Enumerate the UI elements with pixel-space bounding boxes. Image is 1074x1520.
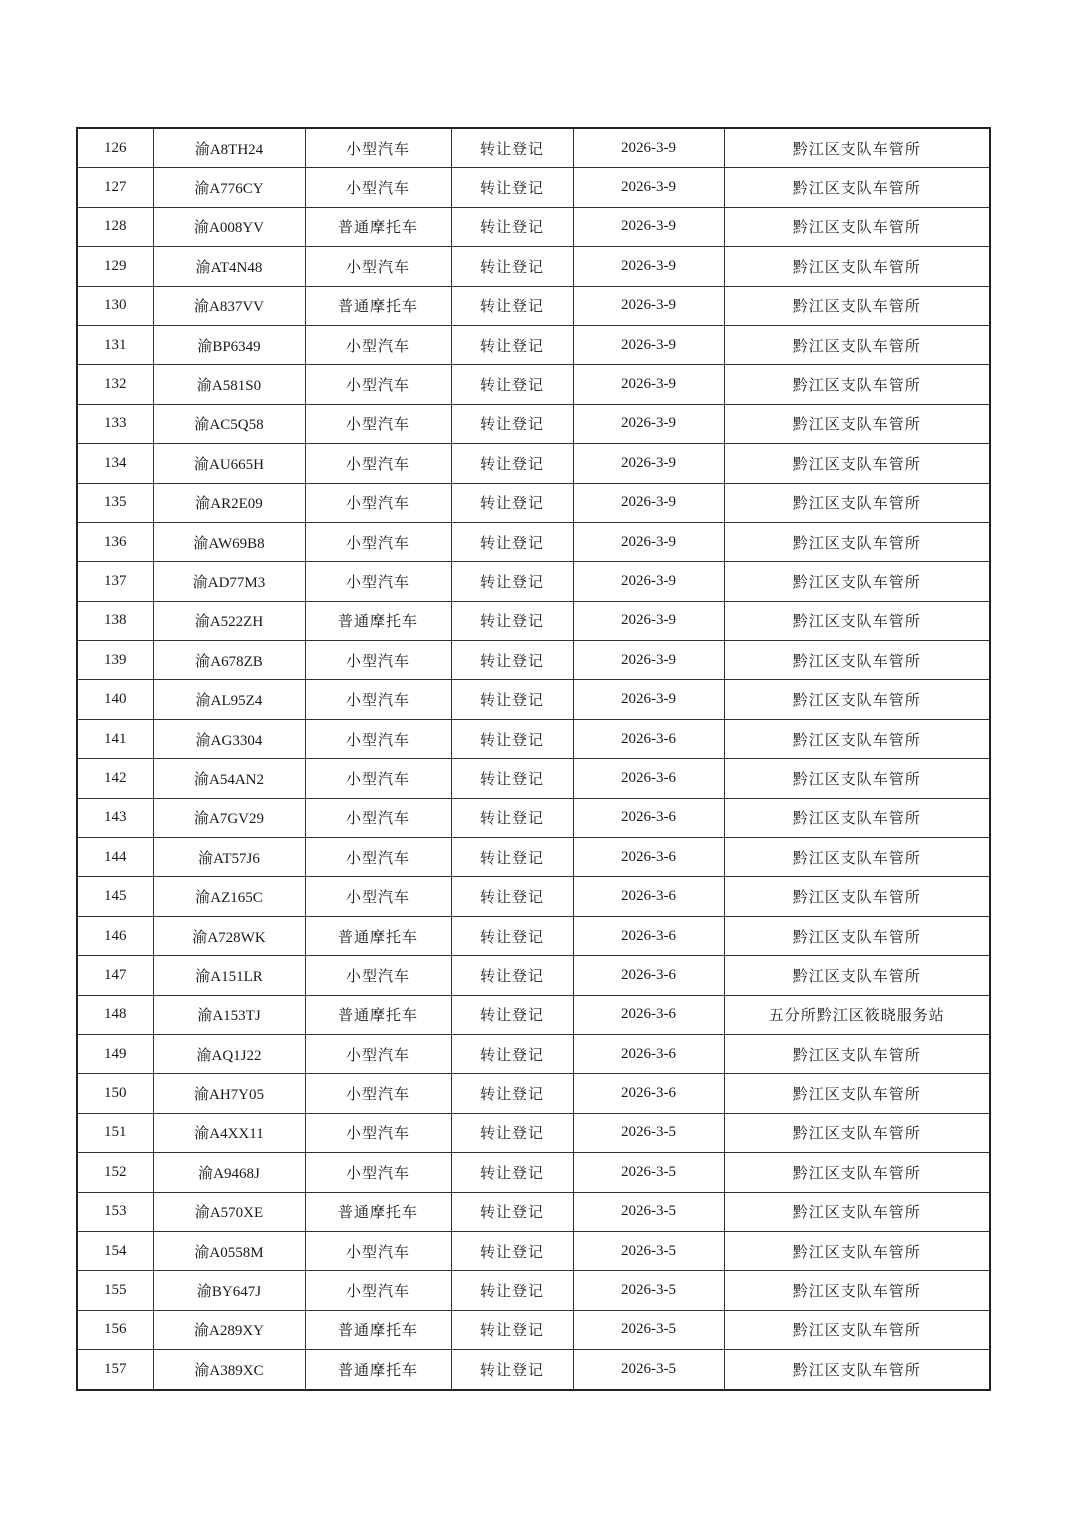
business-type-cell: 转让登记	[451, 680, 573, 719]
business-type-cell: 转让登记	[451, 1074, 573, 1113]
vehicle-type-cell: 小型汽车	[305, 128, 451, 168]
table-row	[77, 601, 990, 640]
row-number-cell: 139	[77, 641, 153, 680]
office-cell: 黔江区支队车管所	[724, 207, 990, 246]
business-type-cell: 转让登记	[451, 1192, 573, 1231]
business-type-cell: 转让登记	[451, 995, 573, 1034]
business-type-cell: 转让登记	[451, 444, 573, 483]
table-row	[77, 286, 990, 325]
plate-number-cell: 渝A389XC	[153, 1350, 305, 1390]
table-row	[77, 247, 990, 286]
row-number-cell: 151	[77, 1113, 153, 1152]
office-cell: 黔江区支队车管所	[724, 562, 990, 601]
office-cell: 黔江区支队车管所	[724, 1310, 990, 1349]
business-type-cell: 转让登记	[451, 838, 573, 877]
date-cell: 2026-3-6	[573, 956, 724, 995]
vehicle-type-cell: 普通摩托车	[305, 1350, 451, 1390]
office-cell: 黔江区支队车管所	[724, 1113, 990, 1152]
office-cell: 黔江区支队车管所	[724, 798, 990, 837]
plate-number-cell: 渝A8TH24	[153, 128, 305, 168]
table-row	[77, 168, 990, 207]
plate-number-cell: 渝A289XY	[153, 1310, 305, 1349]
date-cell: 2026-3-6	[573, 798, 724, 837]
plate-number-cell: 渝A54AN2	[153, 759, 305, 798]
date-cell: 2026-3-5	[573, 1113, 724, 1152]
office-cell: 黔江区支队车管所	[724, 444, 990, 483]
table-row	[77, 916, 990, 955]
row-number-cell: 129	[77, 247, 153, 286]
date-cell: 2026-3-9	[573, 286, 724, 325]
table-row	[77, 483, 990, 522]
office-cell: 黔江区支队车管所	[724, 247, 990, 286]
table-row	[77, 1350, 990, 1390]
table-row	[77, 522, 990, 561]
plate-number-cell: 渝AL95Z4	[153, 680, 305, 719]
table-body	[77, 128, 990, 1390]
office-cell: 黔江区支队车管所	[724, 759, 990, 798]
vehicle-type-cell: 小型汽车	[305, 444, 451, 483]
plate-number-cell: 渝A008YV	[153, 207, 305, 246]
table-row	[77, 877, 990, 916]
business-type-cell: 转让登记	[451, 404, 573, 443]
row-number-cell: 135	[77, 483, 153, 522]
office-cell: 黔江区支队车管所	[724, 286, 990, 325]
office-cell: 黔江区支队车管所	[724, 128, 990, 168]
business-type-cell: 转让登记	[451, 1153, 573, 1192]
vehicle-type-cell: 小型汽车	[305, 1153, 451, 1192]
vehicle-type-cell: 普通摩托车	[305, 1192, 451, 1231]
vehicle-type-cell: 小型汽车	[305, 1074, 451, 1113]
vehicle-type-cell: 普通摩托车	[305, 286, 451, 325]
table-row	[77, 1231, 990, 1270]
table-row	[77, 759, 990, 798]
vehicle-type-cell: 小型汽车	[305, 838, 451, 877]
vehicle-type-cell: 小型汽车	[305, 1113, 451, 1152]
plate-number-cell: 渝AU665H	[153, 444, 305, 483]
business-type-cell: 转让登记	[451, 207, 573, 246]
date-cell: 2026-3-9	[573, 247, 724, 286]
business-type-cell: 转让登记	[451, 1034, 573, 1073]
plate-number-cell: 渝A570XE	[153, 1192, 305, 1231]
date-cell: 2026-3-9	[573, 641, 724, 680]
office-cell: 黔江区支队车管所	[724, 719, 990, 758]
row-number-cell: 134	[77, 444, 153, 483]
table-row	[77, 1192, 990, 1231]
office-cell: 黔江区支队车管所	[724, 365, 990, 404]
plate-number-cell: 渝A776CY	[153, 168, 305, 207]
date-cell: 2026-3-9	[573, 562, 724, 601]
plate-number-cell: 渝A151LR	[153, 956, 305, 995]
vehicle-type-cell: 小型汽车	[305, 877, 451, 916]
table-row	[77, 562, 990, 601]
vehicle-type-cell: 普通摩托车	[305, 601, 451, 640]
vehicle-type-cell: 小型汽车	[305, 247, 451, 286]
vehicle-type-cell: 小型汽车	[305, 1271, 451, 1310]
date-cell: 2026-3-9	[573, 128, 724, 168]
office-cell: 五分所黔江区筱晓服务站	[724, 995, 990, 1034]
business-type-cell: 转让登记	[451, 1271, 573, 1310]
row-number-cell: 133	[77, 404, 153, 443]
date-cell: 2026-3-9	[573, 483, 724, 522]
date-cell: 2026-3-9	[573, 168, 724, 207]
plate-number-cell: 渝A153TJ	[153, 995, 305, 1034]
table-row	[77, 325, 990, 364]
table-row	[77, 128, 990, 168]
office-cell: 黔江区支队车管所	[724, 1153, 990, 1192]
row-number-cell: 146	[77, 916, 153, 955]
date-cell: 2026-3-5	[573, 1192, 724, 1231]
office-cell: 黔江区支队车管所	[724, 877, 990, 916]
plate-number-cell: 渝AG3304	[153, 719, 305, 758]
row-number-cell: 156	[77, 1310, 153, 1349]
date-cell: 2026-3-6	[573, 916, 724, 955]
plate-number-cell: 渝A9468J	[153, 1153, 305, 1192]
business-type-cell: 转让登记	[451, 1310, 573, 1349]
vehicle-type-cell: 普通摩托车	[305, 995, 451, 1034]
plate-number-cell: 渝A522ZH	[153, 601, 305, 640]
row-number-cell: 145	[77, 877, 153, 916]
vehicle-type-cell: 小型汽车	[305, 365, 451, 404]
plate-number-cell: 渝AT4N48	[153, 247, 305, 286]
vehicle-type-cell: 小型汽车	[305, 1231, 451, 1270]
office-cell: 黔江区支队车管所	[724, 1231, 990, 1270]
vehicle-type-cell: 普通摩托车	[305, 207, 451, 246]
date-cell: 2026-3-6	[573, 995, 724, 1034]
row-number-cell: 127	[77, 168, 153, 207]
business-type-cell: 转让登记	[451, 168, 573, 207]
table-row	[77, 404, 990, 443]
date-cell: 2026-3-9	[573, 601, 724, 640]
date-cell: 2026-3-9	[573, 680, 724, 719]
table-row	[77, 365, 990, 404]
business-type-cell: 转让登记	[451, 1350, 573, 1390]
vehicle-registration-table	[76, 127, 991, 1391]
row-number-cell: 148	[77, 995, 153, 1034]
business-type-cell: 转让登记	[451, 325, 573, 364]
office-cell: 黔江区支队车管所	[724, 1074, 990, 1113]
plate-number-cell: 渝BP6349	[153, 325, 305, 364]
business-type-cell: 转让登记	[451, 562, 573, 601]
business-type-cell: 转让登记	[451, 365, 573, 404]
plate-number-cell: 渝BY647J	[153, 1271, 305, 1310]
office-cell: 黔江区支队车管所	[724, 1192, 990, 1231]
vehicle-type-cell: 小型汽车	[305, 168, 451, 207]
row-number-cell: 152	[77, 1153, 153, 1192]
table-row	[77, 1034, 990, 1073]
vehicle-type-cell: 小型汽车	[305, 404, 451, 443]
date-cell: 2026-3-5	[573, 1350, 724, 1390]
plate-number-cell: 渝A581S0	[153, 365, 305, 404]
business-type-cell: 转让登记	[451, 798, 573, 837]
row-number-cell: 140	[77, 680, 153, 719]
row-number-cell: 147	[77, 956, 153, 995]
table-row	[77, 956, 990, 995]
row-number-cell: 137	[77, 562, 153, 601]
table-row	[77, 838, 990, 877]
business-type-cell: 转让登记	[451, 641, 573, 680]
table-row	[77, 680, 990, 719]
row-number-cell: 128	[77, 207, 153, 246]
row-number-cell: 150	[77, 1074, 153, 1113]
plate-number-cell: 渝AD77M3	[153, 562, 305, 601]
table-row	[77, 1271, 990, 1310]
vehicle-type-cell: 小型汽车	[305, 956, 451, 995]
vehicle-type-cell: 小型汽车	[305, 798, 451, 837]
business-type-cell: 转让登记	[451, 522, 573, 561]
table-row	[77, 995, 990, 1034]
office-cell: 黔江区支队车管所	[724, 601, 990, 640]
plate-number-cell: 渝AR2E09	[153, 483, 305, 522]
date-cell: 2026-3-6	[573, 759, 724, 798]
plate-number-cell: 渝AQ1J22	[153, 1034, 305, 1073]
row-number-cell: 136	[77, 522, 153, 561]
table-row	[77, 641, 990, 680]
plate-number-cell: 渝AC5Q58	[153, 404, 305, 443]
vehicle-type-cell: 普通摩托车	[305, 1310, 451, 1349]
business-type-cell: 转让登记	[451, 286, 573, 325]
office-cell: 黔江区支队车管所	[724, 838, 990, 877]
row-number-cell: 130	[77, 286, 153, 325]
row-number-cell: 131	[77, 325, 153, 364]
row-number-cell: 144	[77, 838, 153, 877]
plate-number-cell: 渝AT57J6	[153, 838, 305, 877]
table-row	[77, 1113, 990, 1152]
office-cell: 黔江区支队车管所	[724, 522, 990, 561]
row-number-cell: 126	[77, 128, 153, 168]
plate-number-cell: 渝A837VV	[153, 286, 305, 325]
vehicle-type-cell: 小型汽车	[305, 483, 451, 522]
date-cell: 2026-3-9	[573, 444, 724, 483]
table-row	[77, 1074, 990, 1113]
business-type-cell: 转让登记	[451, 247, 573, 286]
plate-number-cell: 渝A728WK	[153, 916, 305, 955]
office-cell: 黔江区支队车管所	[724, 168, 990, 207]
business-type-cell: 转让登记	[451, 128, 573, 168]
plate-number-cell: 渝A4XX11	[153, 1113, 305, 1152]
vehicle-type-cell: 小型汽车	[305, 1034, 451, 1073]
plate-number-cell: 渝A0558M	[153, 1231, 305, 1270]
office-cell: 黔江区支队车管所	[724, 641, 990, 680]
business-type-cell: 转让登记	[451, 956, 573, 995]
office-cell: 黔江区支队车管所	[724, 325, 990, 364]
row-number-cell: 149	[77, 1034, 153, 1073]
row-number-cell: 155	[77, 1271, 153, 1310]
date-cell: 2026-3-6	[573, 877, 724, 916]
row-number-cell: 157	[77, 1350, 153, 1390]
business-type-cell: 转让登记	[451, 1231, 573, 1270]
plate-number-cell: 渝AH7Y05	[153, 1074, 305, 1113]
business-type-cell: 转让登记	[451, 916, 573, 955]
vehicle-type-cell: 小型汽车	[305, 759, 451, 798]
vehicle-type-cell: 小型汽车	[305, 522, 451, 561]
row-number-cell: 154	[77, 1231, 153, 1270]
business-type-cell: 转让登记	[451, 1113, 573, 1152]
plate-number-cell: 渝A678ZB	[153, 641, 305, 680]
office-cell: 黔江区支队车管所	[724, 1271, 990, 1310]
office-cell: 黔江区支队车管所	[724, 404, 990, 443]
vehicle-type-cell: 小型汽车	[305, 641, 451, 680]
table-row	[77, 798, 990, 837]
vehicle-type-cell: 小型汽车	[305, 719, 451, 758]
business-type-cell: 转让登记	[451, 719, 573, 758]
row-number-cell: 132	[77, 365, 153, 404]
vehicle-type-cell: 小型汽车	[305, 325, 451, 364]
business-type-cell: 转让登记	[451, 483, 573, 522]
office-cell: 黔江区支队车管所	[724, 916, 990, 955]
date-cell: 2026-3-9	[573, 404, 724, 443]
date-cell: 2026-3-5	[573, 1231, 724, 1270]
table-row	[77, 719, 990, 758]
date-cell: 2026-3-6	[573, 838, 724, 877]
date-cell: 2026-3-5	[573, 1310, 724, 1349]
row-number-cell: 153	[77, 1192, 153, 1231]
office-cell: 黔江区支队车管所	[724, 1034, 990, 1073]
row-number-cell: 143	[77, 798, 153, 837]
plate-number-cell: 渝A7GV29	[153, 798, 305, 837]
date-cell: 2026-3-5	[573, 1153, 724, 1192]
table-row	[77, 1153, 990, 1192]
date-cell: 2026-3-5	[573, 1271, 724, 1310]
date-cell: 2026-3-9	[573, 365, 724, 404]
office-cell: 黔江区支队车管所	[724, 680, 990, 719]
row-number-cell: 142	[77, 759, 153, 798]
vehicle-type-cell: 小型汽车	[305, 562, 451, 601]
table-row	[77, 207, 990, 246]
date-cell: 2026-3-6	[573, 1034, 724, 1073]
table-row	[77, 1310, 990, 1349]
date-cell: 2026-3-9	[573, 522, 724, 561]
date-cell: 2026-3-9	[573, 207, 724, 246]
business-type-cell: 转让登记	[451, 877, 573, 916]
plate-number-cell: 渝AW69B8	[153, 522, 305, 561]
plate-number-cell: 渝AZ165C	[153, 877, 305, 916]
row-number-cell: 141	[77, 719, 153, 758]
date-cell: 2026-3-6	[573, 1074, 724, 1113]
office-cell: 黔江区支队车管所	[724, 1350, 990, 1390]
date-cell: 2026-3-6	[573, 719, 724, 758]
date-cell: 2026-3-9	[573, 325, 724, 364]
table-row	[77, 444, 990, 483]
office-cell: 黔江区支队车管所	[724, 956, 990, 995]
office-cell: 黔江区支队车管所	[724, 483, 990, 522]
vehicle-type-cell: 普通摩托车	[305, 916, 451, 955]
business-type-cell: 转让登记	[451, 759, 573, 798]
vehicle-type-cell: 小型汽车	[305, 680, 451, 719]
business-type-cell: 转让登记	[451, 601, 573, 640]
row-number-cell: 138	[77, 601, 153, 640]
